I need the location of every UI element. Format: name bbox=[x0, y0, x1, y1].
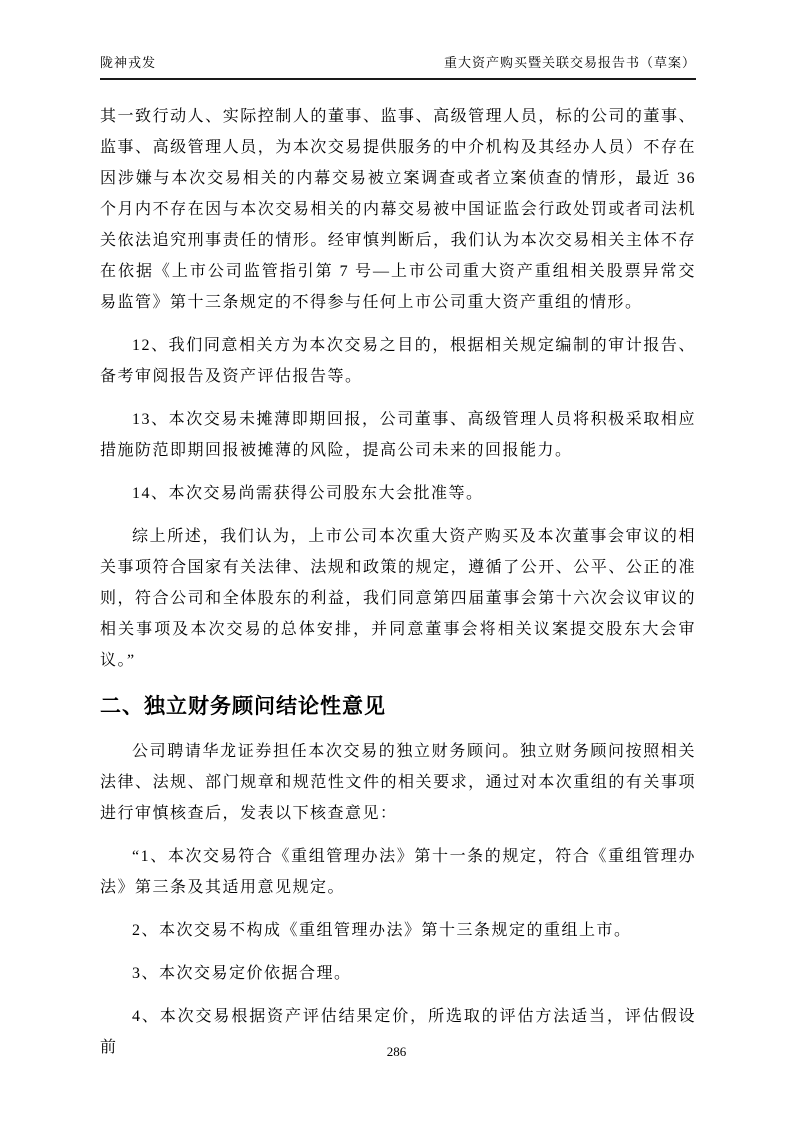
header-report-title: 重大资产购买暨关联交易报告书（草案） bbox=[443, 55, 696, 70]
paragraph-opinion-12: 12、我们同意相关方为本次交易之目的，根据相关规定编制的审计报告、备考审阅报告及资产评估报告等。 bbox=[100, 337, 696, 385]
paragraph-opinion-summary: 综上所述，我们认为，上市公司本次重大资产购买及本次董事会审议的相关事项符合国家有关法律、法规和政策的规定，遵循了公开、公平、公正的准则，符合公司和全体股东的利益，我们同意第四届董事会第十六次会议审议的相关事项及本次交易的总体安排，并同意董事会将相关议案提交股东大会审议。” bbox=[100, 528, 696, 669]
page-footer bbox=[0, 1044, 793, 1060]
paragraph-advisor-2: 2、本次交易不构成《重组管理办法》第十三条规定的重组上市。 bbox=[132, 922, 632, 939]
header-company-name: 陇神戎发 bbox=[100, 55, 157, 70]
paragraph-opinion-14: 14、本次交易尚需获得公司股东大会批准等。 bbox=[132, 485, 484, 502]
page-number: 286 bbox=[386, 1044, 407, 1059]
paragraph-advisor-intro: 公司聘请华龙证券担任本次交易的独立财务顾问。独立财务顾问按照相关法律、法规、部门规章和规范性文件的相关要求，通过对本次重组的有关事项进行审慎核查后，发表以下核查意见： bbox=[100, 743, 696, 822]
page-header bbox=[100, 52, 696, 80]
section-heading-independent-advisor-opinion: 二、独立财务顾问结论性意见 bbox=[100, 695, 386, 718]
paragraph-opinion-13: 13、本次交易未摊薄即期回报，公司董事、高级管理人员将积极采取相应措施防范即期回报被摊薄的风险，提高公司未来的回报能力。 bbox=[100, 411, 696, 459]
paragraph-opinion-continuation: 其一致行动人、实际控制人的董事、监事、高级管理人员，标的公司的董事、监事、高级管理人员，为本次交易提供服务的中介机构及其经办人员）不存在因涉嫌与本次交易相关的内幕交易被立案调查或者立案侦查的情形，最近 36 个月内不存在因与本次交易相关的内幕交易被中国证监会行政处罚或者司法机关依法追究刑事责任的情形。经审慎判断后，我们认为本次交易相关主体不存在依据《上市公司监管指引第 7 号—上市公司重大资产重组相关股票异常交易监管》第十三条规定的不得参与任何上市公司重大资产重组的情形。 bbox=[100, 108, 696, 311]
paragraph-advisor-1: “1、本次交易符合《重组管理办法》第十一条的规定，符合《重组管理办法》第三条及其适用意见规定。 bbox=[100, 848, 696, 896]
page-body bbox=[100, 101, 696, 1063]
paragraph-advisor-3: 3、本次交易定价依据合理。 bbox=[132, 965, 352, 982]
paragraph-advisor-4: 4、本次交易根据资产评估结果定价，所选取的评估方法适当，评估假设前 bbox=[100, 1008, 696, 1056]
